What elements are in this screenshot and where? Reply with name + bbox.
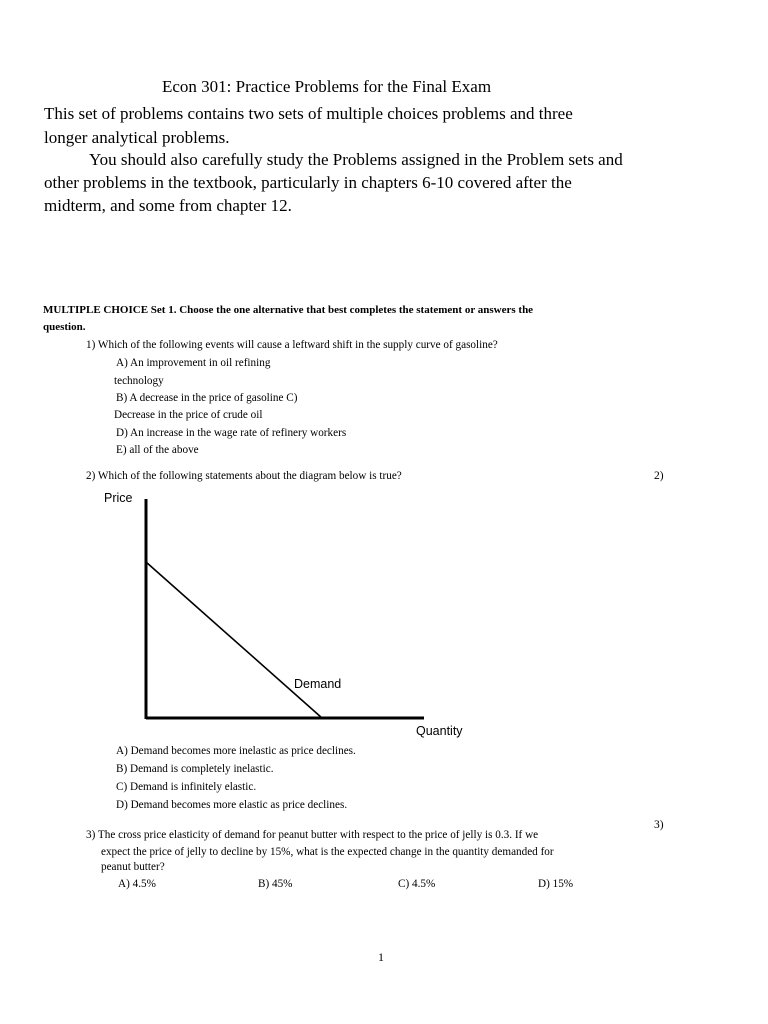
q3-option-d: D) 15%: [538, 878, 574, 890]
demand-curve: [146, 562, 322, 718]
mc-set1-heading-cont: question.: [43, 321, 86, 333]
question-2-text: 2) Which of the following statements about the diagram below is true?: [86, 470, 402, 482]
q3-option-b: B) 45%: [258, 878, 293, 890]
q2-option-a: A) Demand becomes more inelastic as price declines.: [116, 745, 356, 757]
q2-option-c: C) Demand is infinitely elastic.: [116, 781, 257, 793]
intro-line-1: This set of problems contains two sets of multiple choices problems and three: [44, 104, 573, 123]
q1-option-b: B) A decrease in the price of gasoline C): [116, 392, 298, 404]
question-2-margin-number: 2): [654, 470, 664, 482]
q1-option-d: D) An increase in the wage rate of refinery workers: [116, 427, 347, 439]
intro-line-5: midterm, and some from chapter 12.: [44, 196, 292, 215]
question-3-text-cont: expect the price of jelly to decline by 15%, what is the expected change in the quantity demanded for: [101, 846, 554, 858]
demand-curve-label: Demand: [294, 677, 342, 691]
mc-set1-heading: MULTIPLE CHOICE Set 1. Choose the one alternative that best completes the statement or answers the: [43, 304, 534, 316]
q3-option-a: A) 4.5%: [118, 878, 156, 890]
q1-option-a-cont: technology: [114, 375, 164, 387]
q1-option-e: E) all of the above: [116, 444, 199, 456]
q3-option-c: C) 4.5%: [398, 878, 436, 890]
intro-line-4: other problems in the textbook, particularly in chapters 6-10 covered after the: [44, 173, 572, 192]
y-axis-label: Price: [104, 491, 133, 505]
q2-option-d: D) Demand becomes more elastic as price declines.: [116, 799, 348, 811]
question-3-text: 3) The cross price elasticity of demand for peanut butter with respect to the price of jelly is 0.3. If we: [86, 829, 539, 841]
question-3-margin-number: 3): [654, 819, 664, 831]
q1-option-a: A) An improvement in oil refining: [116, 357, 271, 369]
q1-option-c: Decrease in the price of crude oil: [114, 409, 263, 421]
intro-line-2: longer analytical problems.: [44, 128, 230, 147]
question-3-text-cont-2: peanut butter?: [101, 861, 165, 873]
q2-option-b: B) Demand is completely inelastic.: [116, 763, 274, 775]
x-axis-label: Quantity: [416, 724, 463, 738]
page-title: Econ 301: Practice Problems for the Final Exam: [162, 77, 492, 96]
page-number: 1: [378, 950, 384, 964]
question-1-text: 1) Which of the following events will cause a leftward shift in the supply curve of gasoline?: [86, 339, 498, 351]
intro-line-3: You should also carefully study the Problems assigned in the Problem sets and: [89, 150, 623, 169]
